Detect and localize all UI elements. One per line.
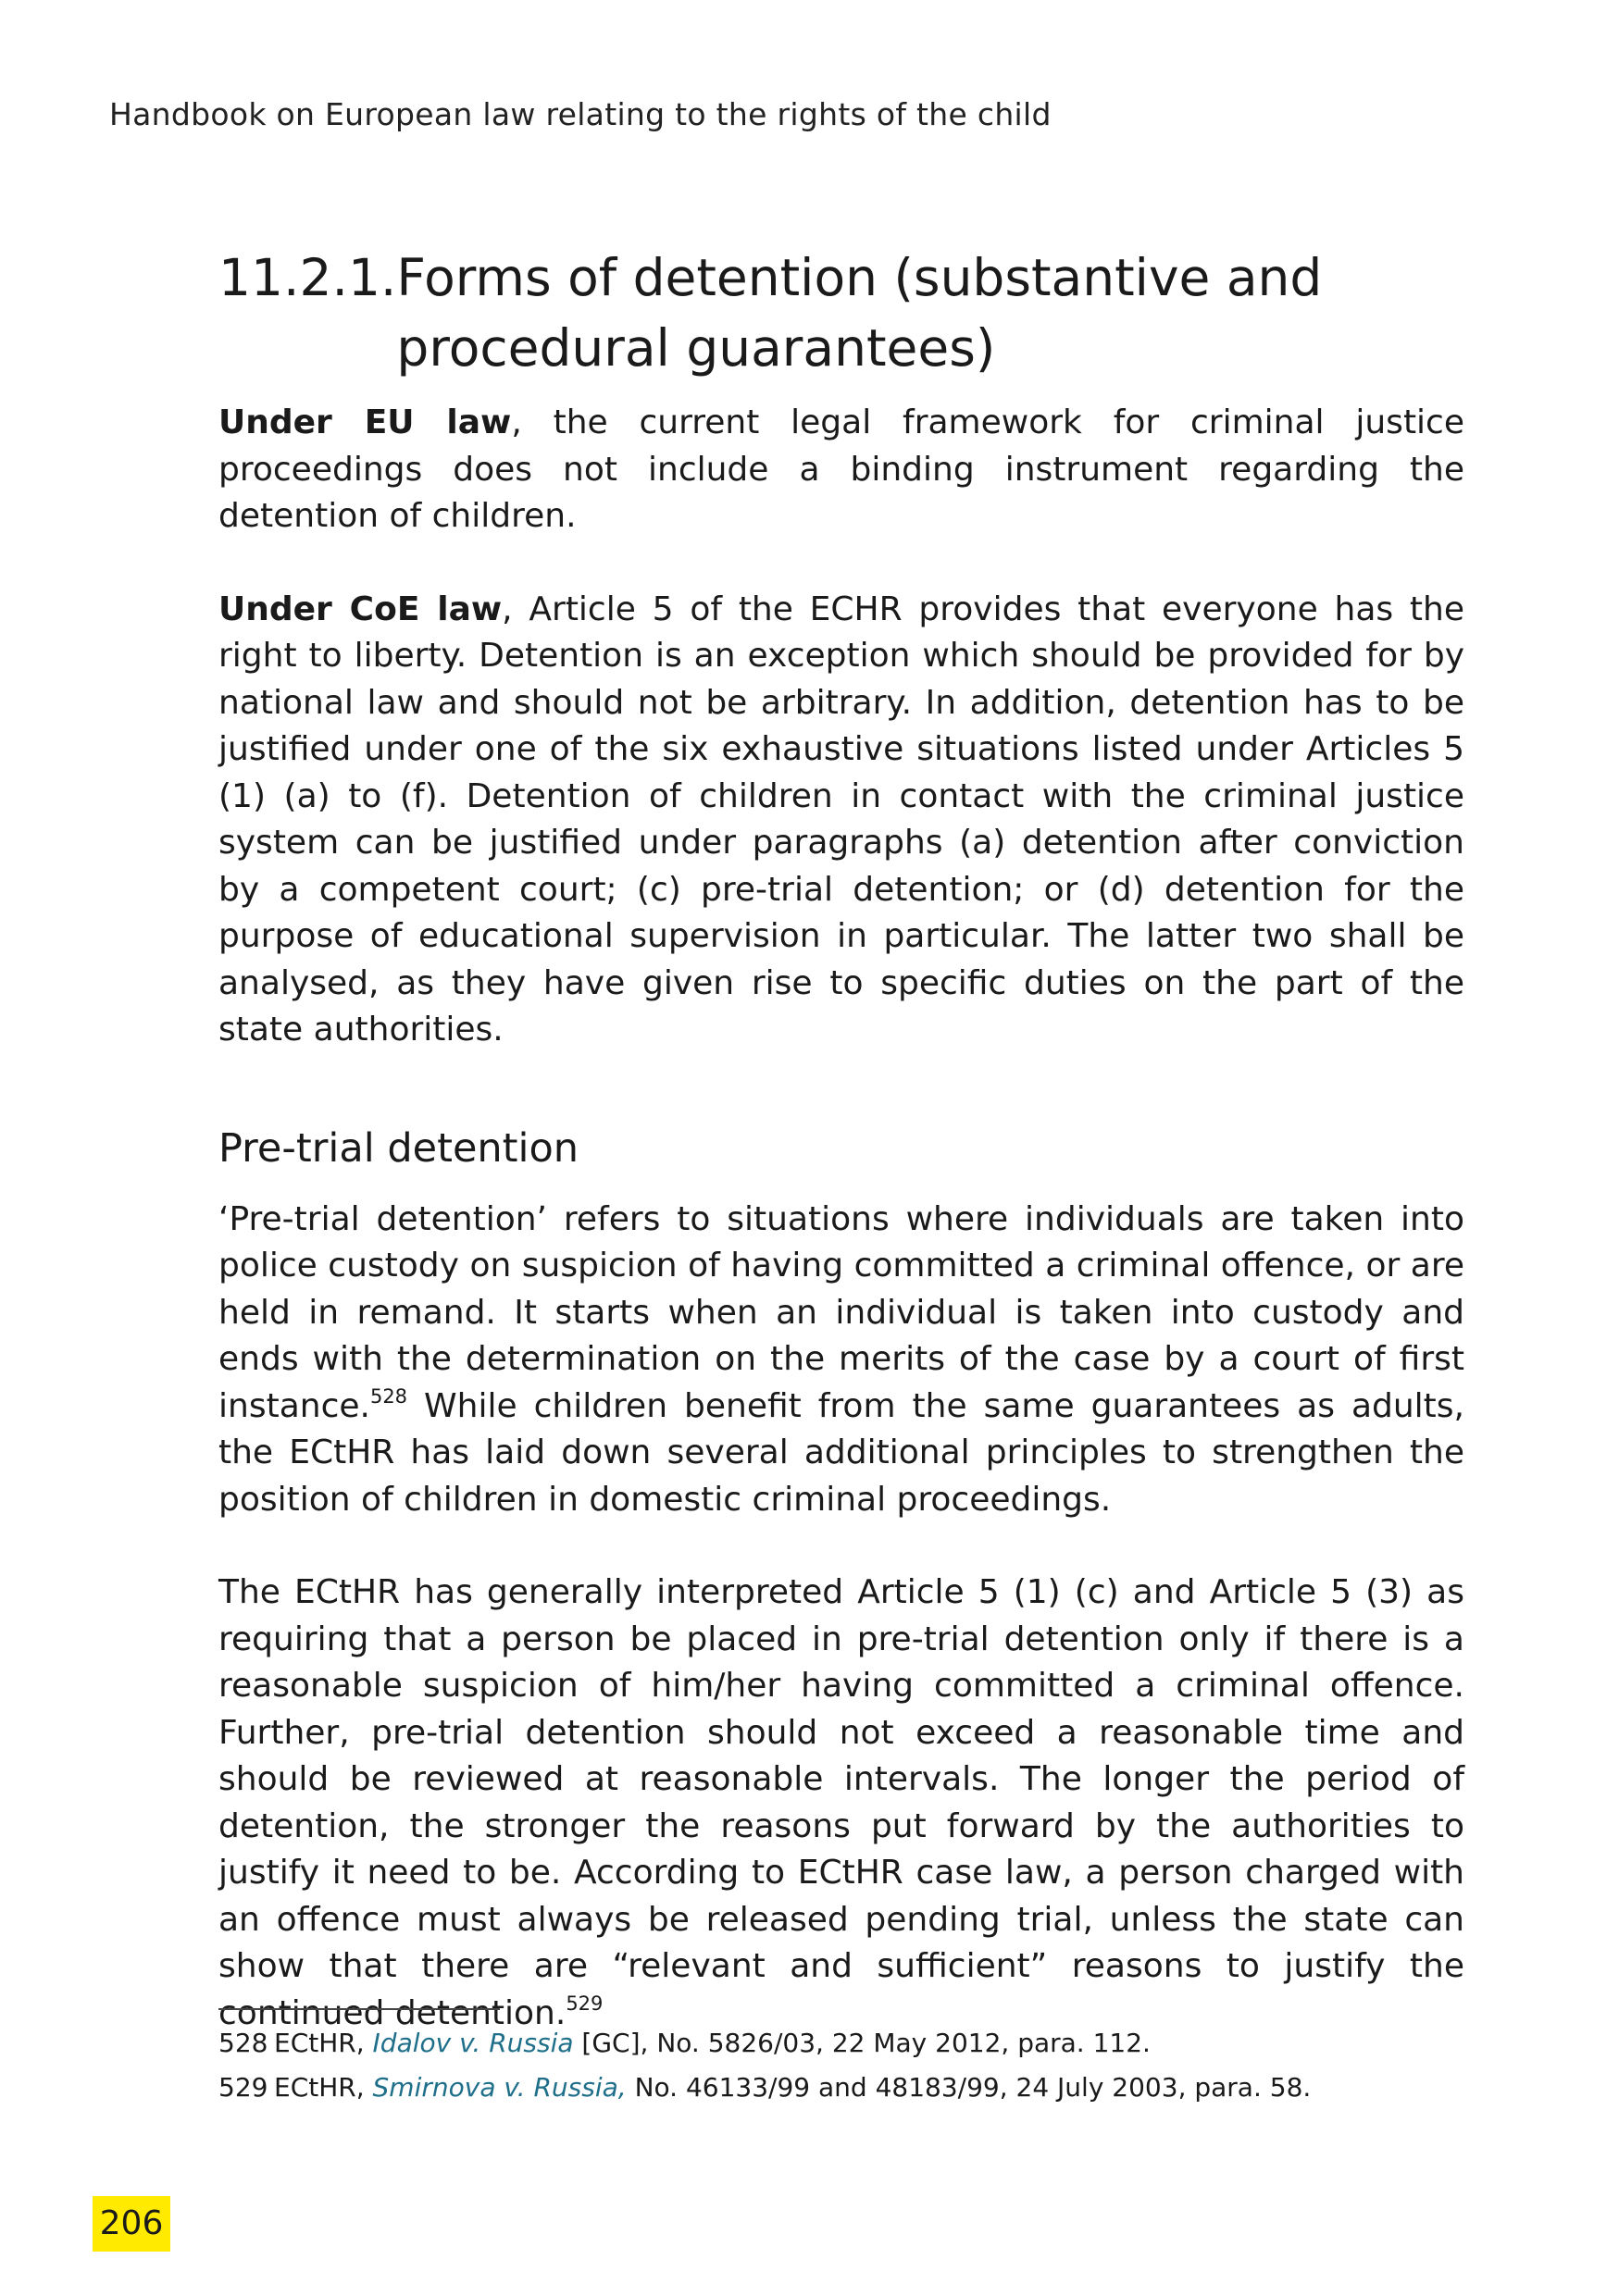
paragraph-pre-trial-definition-text: ‘Pre-trial detention’ refers to situations where individuals are taken into police custody on suspicion of having committed a criminal offence, or are held in remand. It starts when an individual is taken into custody and ends with the determination on the merits of the case by a court of first instance.: [218, 1199, 1464, 1425]
paragraph-pre-trial-definition: [218, 1197, 1464, 1524]
page-number: 206: [93, 2196, 170, 2252]
running-header: Handbook on European law relating to the rights of the child: [109, 96, 1052, 132]
footnote-details: [GC], No. 5826/03, 22 May 2012, para. 112.: [573, 2028, 1151, 2058]
lead-coe-law: Under CoE law: [218, 590, 503, 628]
footnotes: [218, 2008, 1464, 2110]
paragraph-eu-law-text: , the current legal framework for criminal justice proceedings does not include a binding instrument regarding the detention of children.: [218, 403, 1464, 535]
paragraph-coe-law: [218, 587, 1464, 1054]
paragraph-coe-law-text: , Article 5 of the ECHR provides that everyone has the right to liberty. Detention is an exception which should be provided for by national law and should not be arbitrary. In addition, detention has to be justified under one of the six exhaustive situations listed under Articles 5 (1) (a) to (f). Detention of children in contact with the criminal justice system can be justified under paragraphs (a) detention after conviction by a competent court; (c) pre-trial detention; or (d) detention for the purpose of educational supervision in particular. The latter two shall be analysed, as they have given rise to specific duties on the part of the state authorities.: [218, 590, 1464, 1049]
footnote-ref-529[interactable]: 529: [566, 1992, 604, 2015]
footnote-529: [218, 2066, 1464, 2110]
section-title: Forms of detention (substantive and procedural guarantees): [396, 248, 1323, 378]
paragraph-pre-trial-definition-cont: While children benefit from the same guarantees as adults, the ECtHR has laid down several additional principles to strengthen the position of children in domestic criminal proceedings.: [218, 1386, 1464, 1519]
footnote-divider: [218, 2008, 500, 2010]
main-content: [218, 242, 1464, 2037]
footnote-text: [274, 2021, 1151, 2066]
footnote-number: 528: [218, 2028, 268, 2058]
footnote-number: 529: [218, 2072, 268, 2103]
footnote-court: ECtHR,: [274, 2072, 373, 2103]
footnote-528: [218, 2021, 1464, 2066]
footnote-court: ECtHR,: [274, 2028, 373, 2058]
footnote-details: No. 46133/99 and 48183/99, 24 July 2003, para. 58.: [626, 2072, 1312, 2103]
section-heading: [218, 242, 1464, 383]
lead-eu-law: Under EU law: [218, 403, 512, 441]
case-link-smirnova[interactable]: Smirnova v. Russia,: [372, 2072, 627, 2103]
paragraph-ecthr-interpretation-text: The ECtHR has generally interpreted Article 5 (1) (c) and Article 5 (3) as requiring that a person be placed in pre-trial detention only if there is a reasonable suspicion of him/her having committed a criminal offence. Further, pre-trial detention should not exceed a reasonable time and should be reviewed at reasonable intervals. The longer the period of detention, the stronger the reasons put forward by the authorities to justify it need to be. According to ECtHR case law, a person charged with an offence must always be released pending trial, unless the state can show that there are “relevant and sufficient” reasons to justify the continued detention.: [218, 1573, 1464, 2032]
section-number: 11.2.1.: [218, 248, 397, 307]
paragraph-ecthr-interpretation: [218, 1570, 1464, 2037]
paragraph-eu-law: [218, 400, 1464, 540]
footnote-ref-528[interactable]: 528: [369, 1384, 408, 1408]
subheading-pre-trial-detention: Pre-trial detention: [218, 1124, 579, 1172]
case-link-idalov[interactable]: Idalov v. Russia: [372, 2028, 574, 2058]
footnote-text: [274, 2066, 1311, 2110]
